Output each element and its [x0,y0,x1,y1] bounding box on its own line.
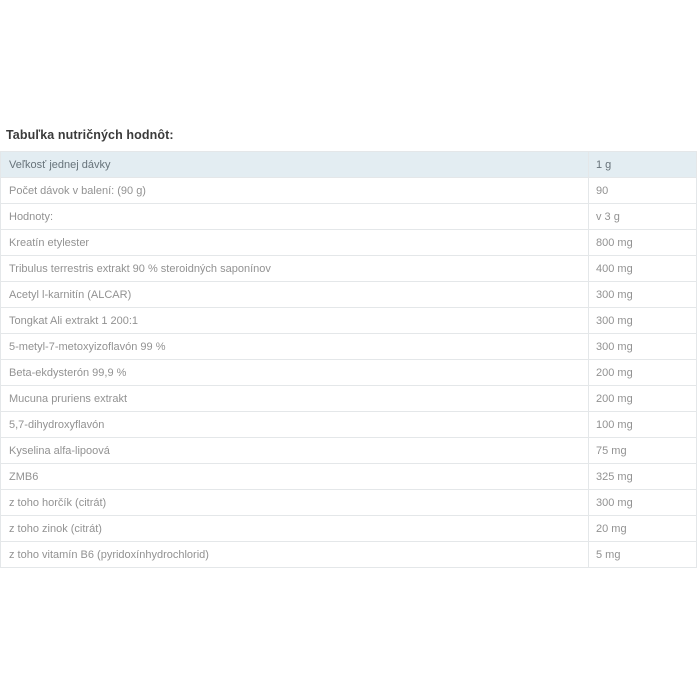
row-label: Tongkat Ali extrakt 1 200:1 [1,308,589,333]
row-value: 200 mg [596,366,633,379]
table-row [1,386,696,412]
row-label: Hodnoty: [1,204,589,229]
header-label: Veľkosť jednej dávky [1,152,589,177]
table-row [1,204,696,230]
header-value: 1 g [596,158,612,171]
table-row [1,230,696,256]
row-value: 300 mg [596,340,633,353]
row-value: 400 mg [596,262,633,275]
row-label: z toho zinok (citrát) [1,516,589,541]
row-label: Acetyl l-karnitín (ALCAR) [1,282,589,307]
row-label: z toho horčík (citrát) [1,490,589,515]
row-label: Kyselina alfa-lipoová [1,438,589,463]
row-value: 100 mg [596,418,633,431]
table-row [1,360,696,386]
row-value: 800 mg [596,236,633,249]
table-row [1,438,696,464]
table-row [1,412,696,438]
table-row [1,308,696,334]
table-row [1,516,696,542]
table-row [1,542,696,568]
nutrition-table [0,151,697,568]
row-label: 5,7-dihydroxyflavón [1,412,589,437]
table-row [1,178,696,204]
row-label: 5-metyl-7-metoxyizoflavón 99 % [1,334,589,359]
row-value: 200 mg [596,392,633,405]
table-row [1,464,696,490]
table-row [1,282,696,308]
row-label: Počet dávok v balení: (90 g) [1,178,589,203]
row-label: ZMB6 [1,464,589,489]
row-label: z toho vitamín B6 (pyridoxínhydrochlorid) [1,542,589,567]
nutrition-table-title: Tabuľka nutričných hodnôt: [6,128,174,142]
row-value: 300 mg [596,288,633,301]
row-value: 20 mg [596,522,627,535]
row-label: Beta-ekdysterón 99,9 % [1,360,589,385]
row-value: 300 mg [596,314,633,327]
row-value: 75 mg [596,444,627,457]
row-label: Tribulus terrestris extrakt 90 % steroidných saponínov [1,256,589,281]
table-rows [1,178,696,568]
table-row [1,334,696,360]
row-value: v 3 g [596,210,620,223]
table-row [1,490,696,516]
row-label: Kreatín etylester [1,230,589,255]
row-label: Mucuna pruriens extrakt [1,386,589,411]
row-value: 5 mg [596,548,621,561]
table-header-row [1,152,696,178]
row-value: 300 mg [596,496,633,509]
row-value: 325 mg [596,470,633,483]
table-row [1,256,696,282]
row-value: 90 [596,184,609,197]
